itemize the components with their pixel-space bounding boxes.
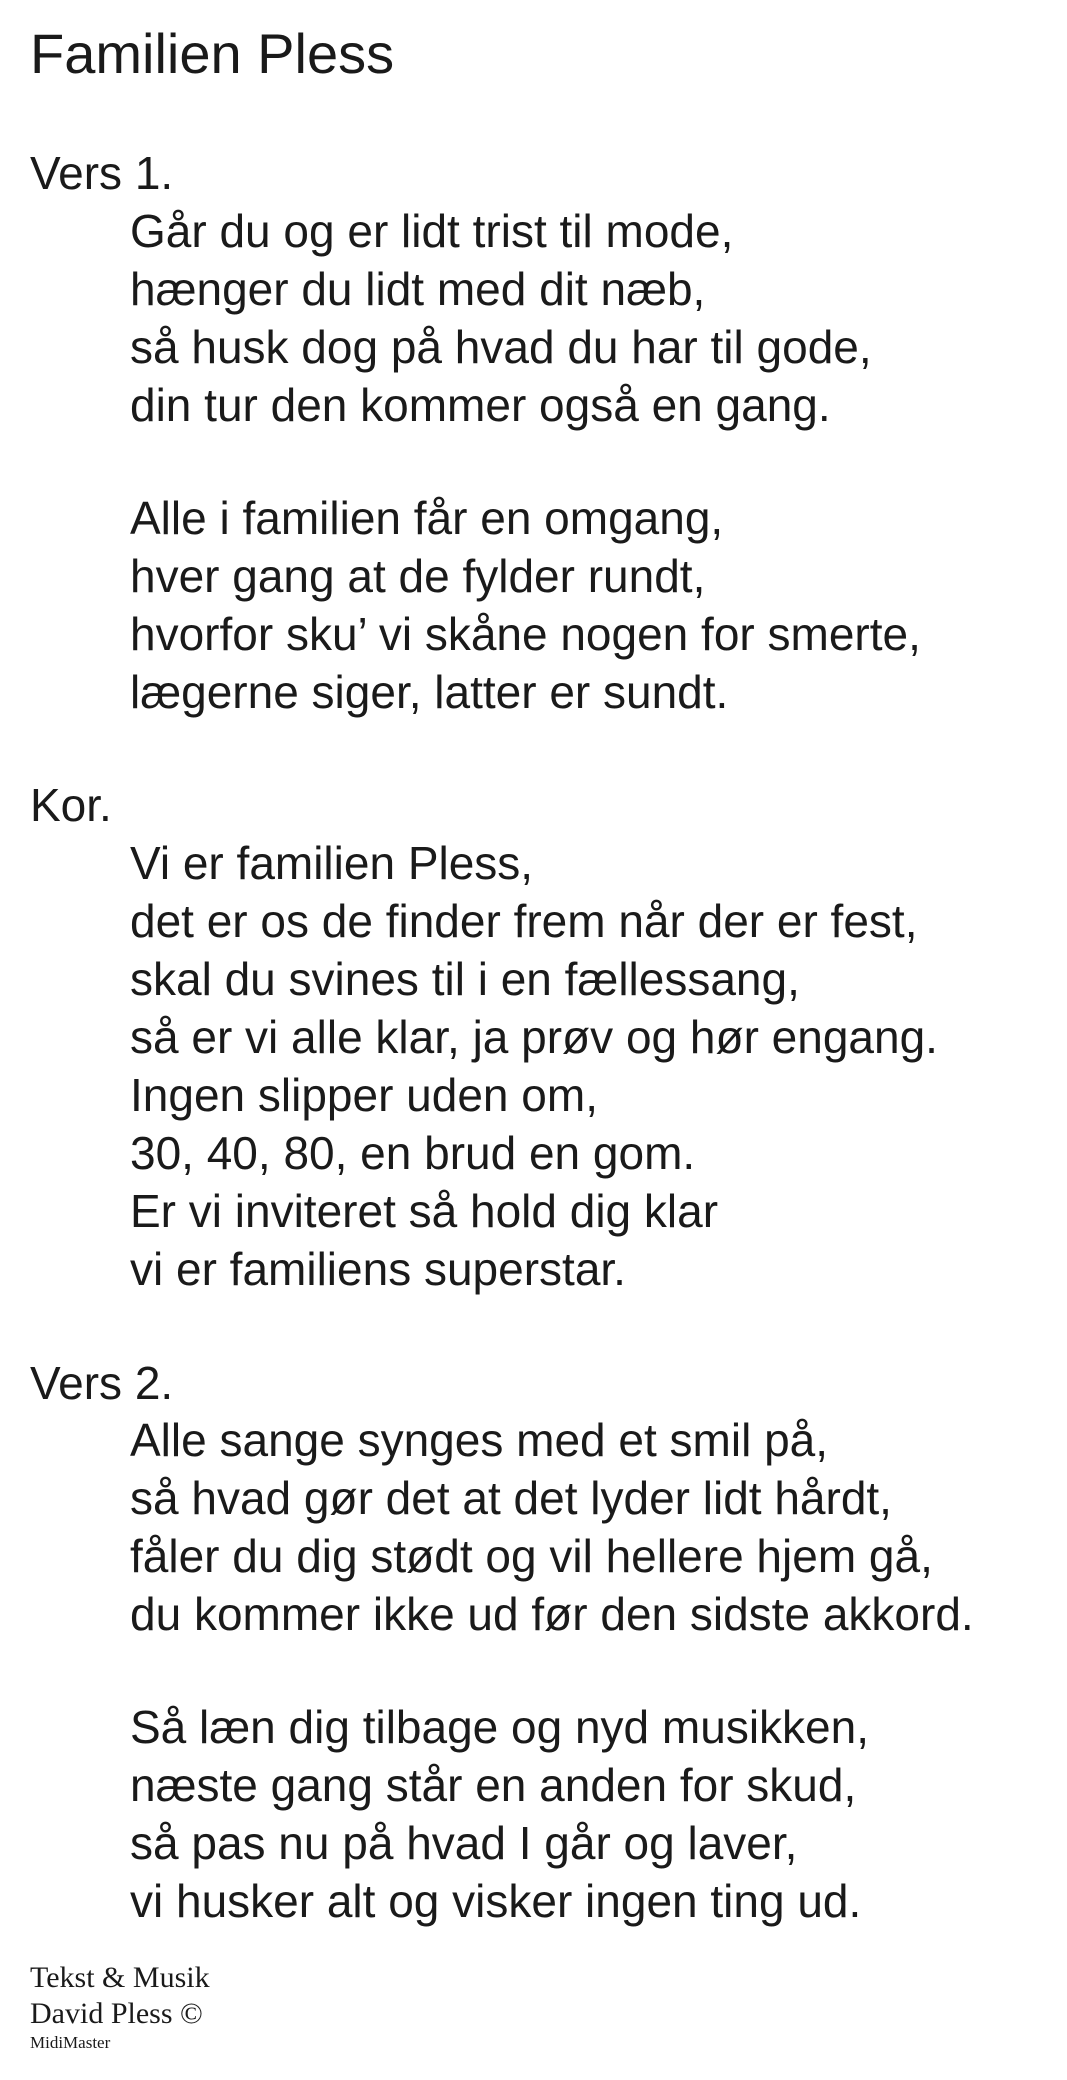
lyric-line: så pas nu på hvad I går og laver, bbox=[130, 1817, 798, 1869]
lyric-line: fåler du dig stødt og vil hellere hjem gå, bbox=[130, 1530, 933, 1582]
kor-stanza bbox=[130, 834, 938, 1298]
lyric-line: skal du svines til i en fællessang, bbox=[130, 953, 800, 1005]
song-title: Familien Pless bbox=[30, 22, 395, 85]
vers-1-stanza-2 bbox=[130, 489, 921, 721]
lyric-line: din tur den kommer også en gang. bbox=[130, 379, 831, 431]
vers-1-stanza-1 bbox=[130, 202, 872, 434]
lyric-line: så er vi alle klar, ja prøv og hør engang. bbox=[130, 1011, 938, 1063]
lyric-line: vi husker alt og visker ingen ting ud. bbox=[130, 1875, 862, 1927]
lyric-line: Er vi inviteret så hold dig klar bbox=[130, 1185, 719, 1237]
section-heading-vers-1: Vers 1. bbox=[30, 147, 174, 199]
lyric-line: Så læn dig tilbage og nyd musikken, bbox=[130, 1701, 869, 1753]
section-heading-vers-2: Vers 2. bbox=[30, 1357, 174, 1409]
lyric-line: Vi er familien Pless, bbox=[130, 837, 534, 889]
credit-publisher: MidiMaster bbox=[30, 2033, 111, 2052]
vers-2-stanza-2 bbox=[130, 1698, 869, 1930]
lyric-line: så husk dog på hvad du har til gode, bbox=[130, 321, 872, 373]
lyric-line: hvorfor sku’ vi skåne nogen for smerte, bbox=[130, 608, 921, 660]
lyric-line: næste gang står en anden for skud, bbox=[130, 1759, 857, 1811]
lyric-line: så hvad gør det at det lyder lidt hårdt, bbox=[130, 1472, 892, 1524]
lyric-line: Ingen slipper uden om, bbox=[130, 1069, 598, 1121]
credit-text-music: Tekst & Musik bbox=[30, 1961, 210, 1994]
lyric-line: lægerne siger, latter er sundt. bbox=[130, 666, 729, 718]
credits bbox=[30, 1960, 210, 2054]
lyric-line: du kommer ikke ud før den sidste akkord. bbox=[130, 1588, 974, 1640]
lyric-line: hænger du lidt med dit næb, bbox=[130, 263, 706, 315]
lyric-line: 30, 40, 80, en brud en gom. bbox=[130, 1127, 696, 1179]
lyric-line: hver gang at de fylder rundt, bbox=[130, 550, 706, 602]
section-heading-kor: Kor. bbox=[30, 779, 112, 831]
lyric-line: det er os de finder frem når der er fest, bbox=[130, 895, 918, 947]
lyric-line: Alle sange synges med et smil på, bbox=[130, 1414, 829, 1466]
lyric-line: Går du og er lidt trist til mode, bbox=[130, 205, 734, 257]
lyric-line: Alle i familien får en omgang, bbox=[130, 492, 724, 544]
credit-author: David Pless © bbox=[30, 1997, 203, 2030]
vers-2-stanza-1 bbox=[130, 1411, 974, 1643]
lyric-line: vi er familiens superstar. bbox=[130, 1243, 626, 1295]
